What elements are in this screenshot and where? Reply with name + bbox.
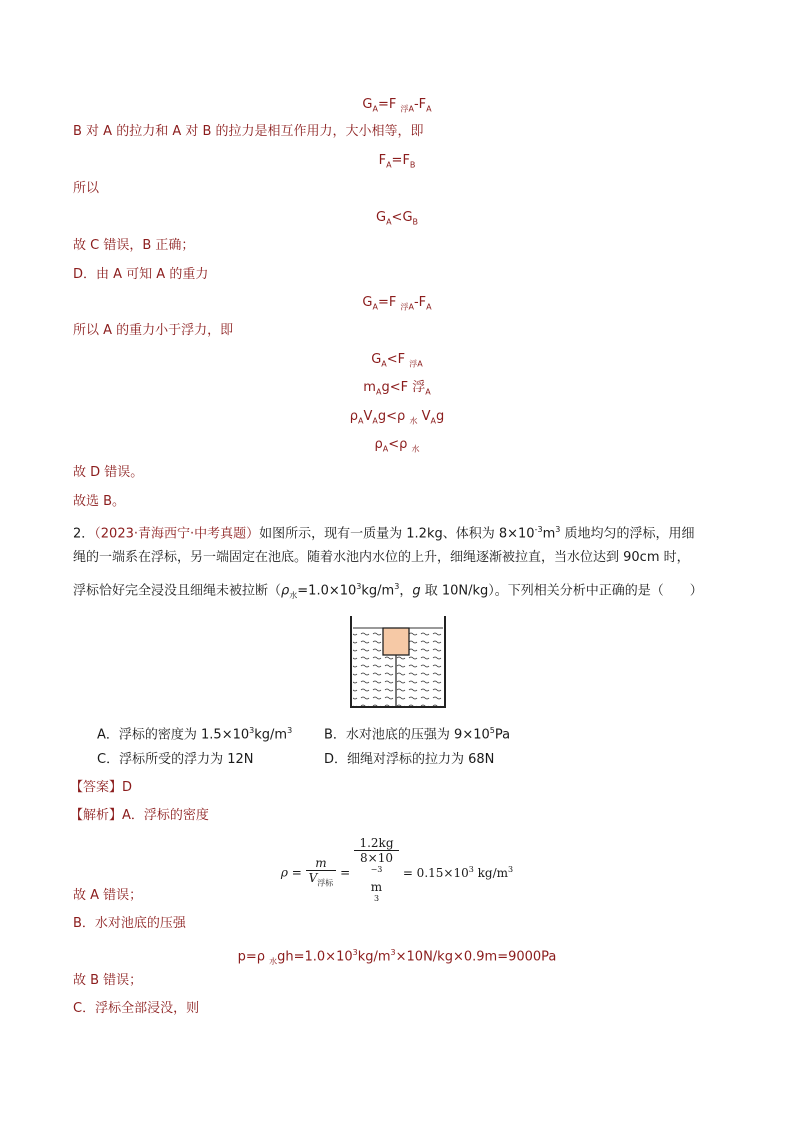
option-d[interactable]: D．细绳对浮标的拉力为 68N xyxy=(324,752,495,767)
equation-mag-lt-f: $m_Ag<F$ 浮$_A$ xyxy=(363,380,431,397)
option-a[interactable]: A．浮标的密度为 $1.5\times 10^3kg/m^3$ xyxy=(97,726,293,743)
equation-ga-eq: $G_A=F$ $_{浮A}-F_A$ xyxy=(362,97,432,114)
text-d-wrong: 故 D 错误。 xyxy=(73,465,144,480)
text-choose-b: 故选 B。 xyxy=(73,494,126,509)
equation-ga-lt-gb: $G_A<G_B$ xyxy=(375,210,419,227)
text-b-pressure: B．水对池底的压强 xyxy=(73,916,186,931)
option-c[interactable]: C．浮标所受的浮力为 12N xyxy=(97,752,254,767)
equation-pressure: p=ρ $_水gh=1.0\times 10^3kg/m^3\times 10N/kg\times 0.9m=9000Pa$ xyxy=(237,948,557,966)
question-2-line-3: 浮标恰好完全浸没且细绳未被拉断（$\rho_水=1.0\times 10^3kg/m^3$，g 取 10N/kg）。下列相关分析中正确的是（ ） xyxy=(73,582,703,600)
question-2-line-2: 绳的一端系在浮标，另一端固定在池底。随着水池内水位的上升，细绳逐渐被拉直，当水位达到 90cm 时， xyxy=(73,550,690,565)
equation-ga-eq-2: $G_A=F$ $_{浮A}-F_A$ xyxy=(362,295,432,312)
equation-rho-a-lt-rho-water: $\rho_A<\rho$ $_水$ xyxy=(374,437,420,454)
text-a-wrong: 故 A 错误； xyxy=(73,888,143,903)
equation-rho-v-g: $\rho_AV_Ag<\rho$ $_水$ $V_Ag$ xyxy=(349,409,445,426)
equation-ga-lt-f: $G_A<F$ $_{浮A}$ xyxy=(371,352,423,369)
float-tank-figure xyxy=(348,614,448,710)
analysis-a: 【解析】A．浮标的密度 xyxy=(70,808,209,823)
text-interaction-force: B 对 A 的拉力和 A 对 B 的拉力是相互作用力，大小相等，即 xyxy=(73,124,424,139)
equation-fa-eq-fb: $F_A=F_B$ xyxy=(378,153,416,170)
text-d-gravity: D．由 A 可知 A 的重力 xyxy=(73,267,209,282)
text-c-wrong: 故 C 错误，B 正确； xyxy=(73,238,195,253)
text-b-wrong: 故 B 错误； xyxy=(73,973,143,988)
answer: 【答案】D xyxy=(70,780,133,795)
density-formula: ρ = $\frac{m}{V_{浮标}}$ = 1.2kg 8×10 $^{-3}$ m $^3$ = $0.15\times 10^3$ $kg/m^3$ xyxy=(280,836,514,903)
text-c-submerged: C．浮标全部浸没，则 xyxy=(73,1001,200,1016)
float-buoy xyxy=(383,628,409,655)
text-so: 所以 xyxy=(73,181,100,196)
question-source: （2023·青海西宁·中考真题） xyxy=(94,526,260,542)
question-2-line-1: 2．（2023·青海西宁·中考真题）如图所示，现有一质量为 1.2kg、体积为 $8\times 10^{-3}m^3$ 质地均匀的浮标，用细 xyxy=(73,525,695,542)
text-gravity-less: 所以 A 的重力小于浮力，即 xyxy=(73,323,234,338)
option-b[interactable]: B．水对池底的压强为 $9\times 10^5Pa$ xyxy=(324,726,511,743)
